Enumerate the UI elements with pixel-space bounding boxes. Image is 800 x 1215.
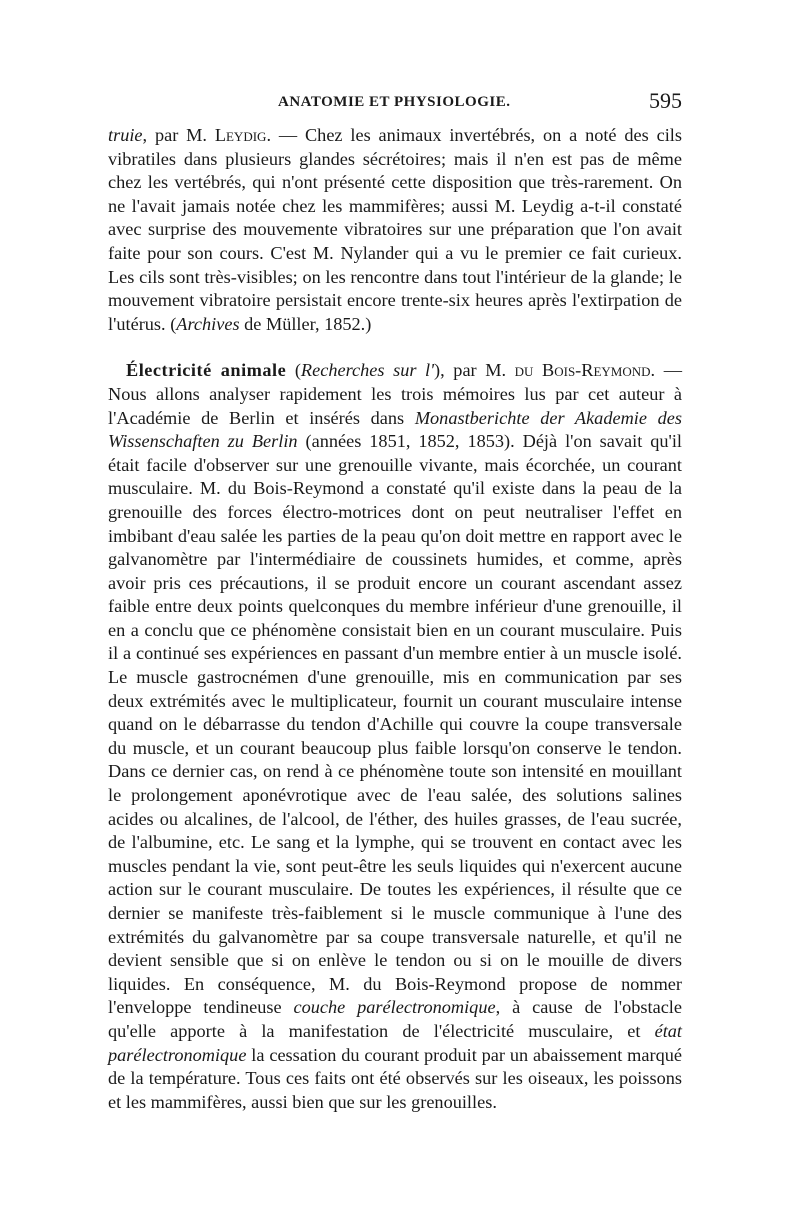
text-italic: couche parélectronomique [293, 997, 496, 1018]
paragraph-gap [108, 336, 682, 359]
running-title: ANATOMIE ET PHYSIOLOGIE. [278, 94, 511, 110]
text: , à cause de l'obstacle qu'elle apporte à la manifestation de l'électricité musculaire, et [108, 997, 683, 1041]
text-italic: Archives [176, 313, 240, 334]
text: ( [286, 360, 301, 381]
running-header [108, 84, 682, 124]
text: de Müller, 1852.) [239, 313, 372, 334]
author-name: Leydig [214, 125, 267, 145]
text-italic: état parélectronomique [108, 1020, 682, 1065]
body-text [108, 124, 682, 1114]
page-number: 595 [649, 88, 682, 113]
section-heading: Électricité animale [126, 360, 287, 381]
paragraph-electricite [108, 359, 682, 1114]
text-italic: truie [108, 125, 143, 145]
text: (années 1851, 1852, 1853). Déjà l'on savait qu'il était facile d'observer sur une grenouille vivante, mais écorchée, un courant musculaire. M. du Bois-Reymond a constaté qu'il existe dans la peau de la grenouille des forces électro-motrices dont on peut neutraliser l'effet en imbibant d'eau salée les parties de la peau qu'on doit mettre en rapport avec le galvanomètre par l'intermédiaire de coussinets humides, et comme, après avoir pris ces précautions, il se produit encore un courant ascendant assez faible entre deux points quelconques du membre inférieur d'une grenouille, il en a conclu que ce phénomène consistait bien en un courant musculaire. Puis il a continué ses expériences en passant d'un membre entier à un muscle isolé. Le muscle gastrocnémen d'une grenouille, mis en communication par ses deux extrémités avec le multiplicateur, fournit un courant musculaire intense quand on le débarrasse du tendon d'Achille qui couvre la coupe transversale du muscle, et un courant beaucoup plus faible lorsqu'on conserve le tendon. Dans ce dernier cas, on rend à ce phénomène toute son intensité en mouillant le prolongement aponévrotique avec de l'eau salée, des solutions salines acides ou alcalines, de l'alcool, de l'éther, des huiles grasses, de l'eau sucrée, de l'albumine, etc. Le sang et la lymphe, qui se trouvent en contact avec les muscles pendant la vie, sont peut-être les seuls liquides qui n'exercent aucune action sur le courant musculaire. De toutes les expériences, il résulte que ce dernier se manifeste très-faiblement si le muscle communique à l'une des extrémités du galvanomètre par sa coupe transversale naturelle, et qu'il ne devient sensible que si on enlève le tendon ou si on le mouille de divers liquides. En conséquence, M. du Bois-Reymond propose de nommer l'enveloppe tendineuse [108, 431, 683, 1018]
text-italic: Monastberichte der Akademie des Wissenschaften zu Berlin [108, 407, 682, 452]
author-name: du Bois-Reymond [514, 360, 651, 381]
text: ), par M. [434, 360, 515, 381]
text: . — Chez les animaux invertébrés, on a noté des cils vibratiles dans plusieurs glandes sécrétoires; mais il n'en est pas de même chez les vertébrés, qui n'ont présenté cette disposition que très-rarement. On ne l'avait jamais notée chez les mammifères; aussi M. Leydig a-t-il constaté avec surprise des mouvemente vibratoires sur une préparation que l'on avait faite pour son cours. C'est M. Nylander qui a vu le premier ce fait curieux. Les cils sont très-visibles; on les rencontre dans tout l'intérieur de la glande; le mouvement vibratoire persistait encore trente-six heures après l'extirpation de l'utérus. ( [108, 125, 682, 334]
text-italic: Recherches sur l' [300, 360, 435, 381]
text: . — Nous allons analyser rapidement les trois mémoires lus par cet auteur à l'Académie de Berlin et insérés dans [108, 360, 682, 428]
book-page [108, 84, 682, 1114]
text: , par M. [142, 125, 215, 145]
paragraph-leydig [108, 124, 682, 336]
text: la cessation du courant produit par un abaissement marqué de la température. Tous ces faits ont été observés sur les oiseaux, les poissons et les mammifères, aussi bien que sur les grenouilles. [108, 1044, 682, 1112]
